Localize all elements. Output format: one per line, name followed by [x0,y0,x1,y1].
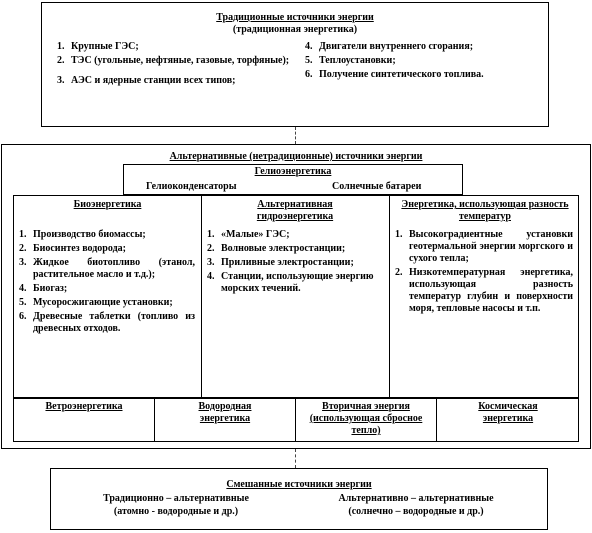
temp-title: Энергетика, использующая разность температур [401,199,569,222]
column-divider-2 [389,195,390,398]
list-item: 3. Приливные электростанции; [207,257,354,268]
list-item: 5. Теплоустановки; [305,55,396,66]
helio-title: Гелиоэнергетика [254,166,332,177]
list-item: 4. Станции, использующие энергию морских течений. [207,271,374,294]
list-item: 4. Биогаз; [19,283,68,294]
helio-left: Гелиоконденсаторы [146,181,237,192]
traditional-left-list [57,41,305,87]
list-item: 1. Производство биомассы; [19,229,146,240]
column-divider-1 [201,195,202,398]
list-item: 2. Биосинтез водорода; [19,243,126,254]
helio-box [123,164,463,195]
list-item: 2. ТЭС (угольные, нефтяные, газовые, торфяные); [57,55,290,66]
traditional-subtitle: (традиционная энергетика) [232,24,358,35]
hydrogen-energy-cell: Водородная энергетика [198,401,252,424]
mixed-right-line1: Альтернативно – альтернативные [338,493,494,504]
mixed-title: Смешанные источники энергии [226,479,372,490]
list-item: 6. Древесные таблетки (топливо из древесных отходов. [19,311,195,334]
mixed-right-line2: (солнечно – водородные и др.) [348,506,484,517]
bottom-divider-1 [154,398,155,442]
hydro-title: Альтернативная гидроэнергетика [256,199,334,222]
traditional-title: Традиционные источники энергии [216,12,374,23]
space-energy-cell: Космическая энергетика [478,401,538,424]
list-item: 6. Получение синтетического топлива. [305,69,484,80]
bio-list [19,229,195,335]
list-item: 2. Низкотемпературная энергетика, использующая разность температур глубин и поверхности моря, тепловые насосы и т.п. [395,267,573,314]
list-item: 3. Жидкое биотопливо (этанол, растительное масло и т.д.); [19,257,195,280]
alternative-title: Альтернативные (нетрадиционные) источники энергии [169,151,423,162]
bio-title: Биоэнергетика [73,199,142,210]
list-item: 1. «Малые» ГЭС; [207,229,290,240]
helio-right: Солнечные батареи [332,181,422,192]
wind-energy-cell: Ветроэнергетика [45,401,123,412]
connector-dashed-bottom [295,449,296,468]
list-item: 4. Двигатели внутреннего сгорания; [305,41,474,52]
list-item: 5. Мусоросжигающие установки; [19,297,173,308]
bottom-divider-3 [436,398,437,442]
bottom-divider-2 [295,398,296,442]
list-item: 2. Волновые электростанции; [207,243,346,254]
list-item: 3. АЭС и ядерные станции всех типов; [57,75,236,86]
mixed-sources-box [50,468,548,530]
mixed-left-line1: Традиционно – альтернативные [103,493,249,504]
temp-list [395,229,573,315]
mixed-left-line2: (атомно - водородные и др.) [113,506,239,517]
traditional-right-list [305,41,545,81]
connector-dashed-top [295,127,296,144]
traditional-sources-box [41,2,549,127]
secondary-energy-cell: Вторичная энергия (использующая сбросное тепло) [309,401,423,436]
hydro-list [207,229,385,295]
list-item: 1. Крупные ГЭС; [57,41,139,52]
list-item: 1. Высокоградиентные установки геотермальной энергии моргского и сухого тепла; [395,229,573,264]
